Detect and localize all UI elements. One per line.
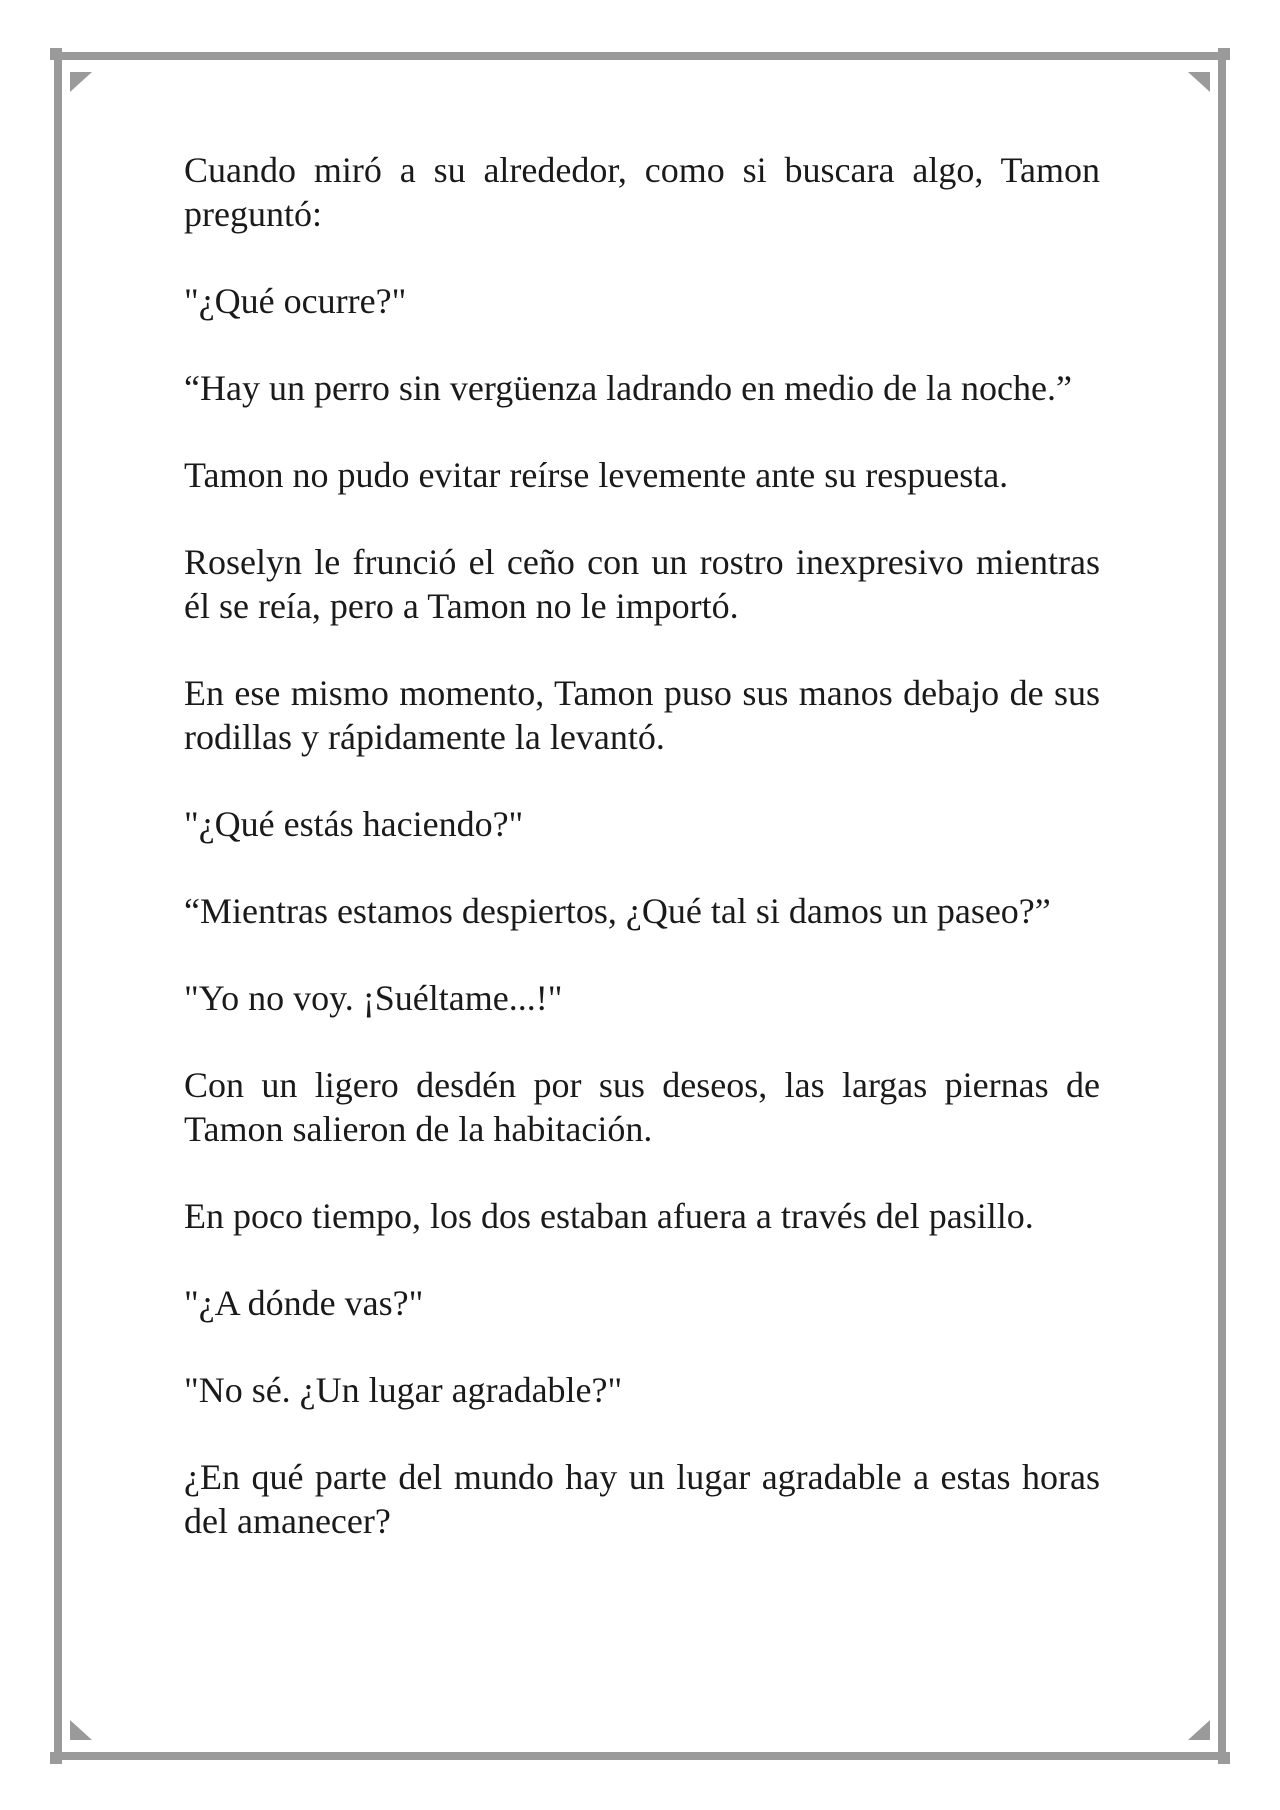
paragraph: “Mientras estamos despiertos, ¿Qué tal si damos un paseo?” [184,891,1051,931]
paragraph: "No sé. ¿Un lugar agradable?" [184,1370,623,1410]
paragraph: "Yo no voy. ¡Suéltame...!" [184,978,563,1018]
paragraph: "¿Qué estás haciendo?" [184,804,524,844]
paragraph: "¿A dónde vas?" [184,1283,424,1323]
paragraph: "¿Qué ocurre?" [184,281,407,321]
paragraph: Tamon no pudo evitar reírse levemente ante su respuesta. [184,455,1009,495]
paragraph: Cuando miró a su alrededor, como si buscara algo, Tamon preguntó: [184,150,1100,234]
paragraph: Con un ligero desdén por sus deseos, las largas piernas de Tamon salieron de la habitación. [184,1065,1100,1149]
paragraph: Roselyn le frunció el ceño con un rostro inexpresivo mientras él se reía, pero a Tamon no le importó. [184,542,1100,626]
paragraph: “Hay un perro sin vergüenza ladrando en medio de la noche.” [184,368,1072,408]
paragraph: ¿En qué parte del mundo hay un lugar agradable a estas horas del amanecer? [184,1457,1100,1541]
paragraph: En ese mismo momento, Tamon puso sus manos debajo de sus rodillas y rápidamente la levantó. [184,673,1100,757]
paragraph: En poco tiempo, los dos estaban afuera a través del pasillo. [184,1196,1034,1236]
page-text-body [184,148,1100,1586]
